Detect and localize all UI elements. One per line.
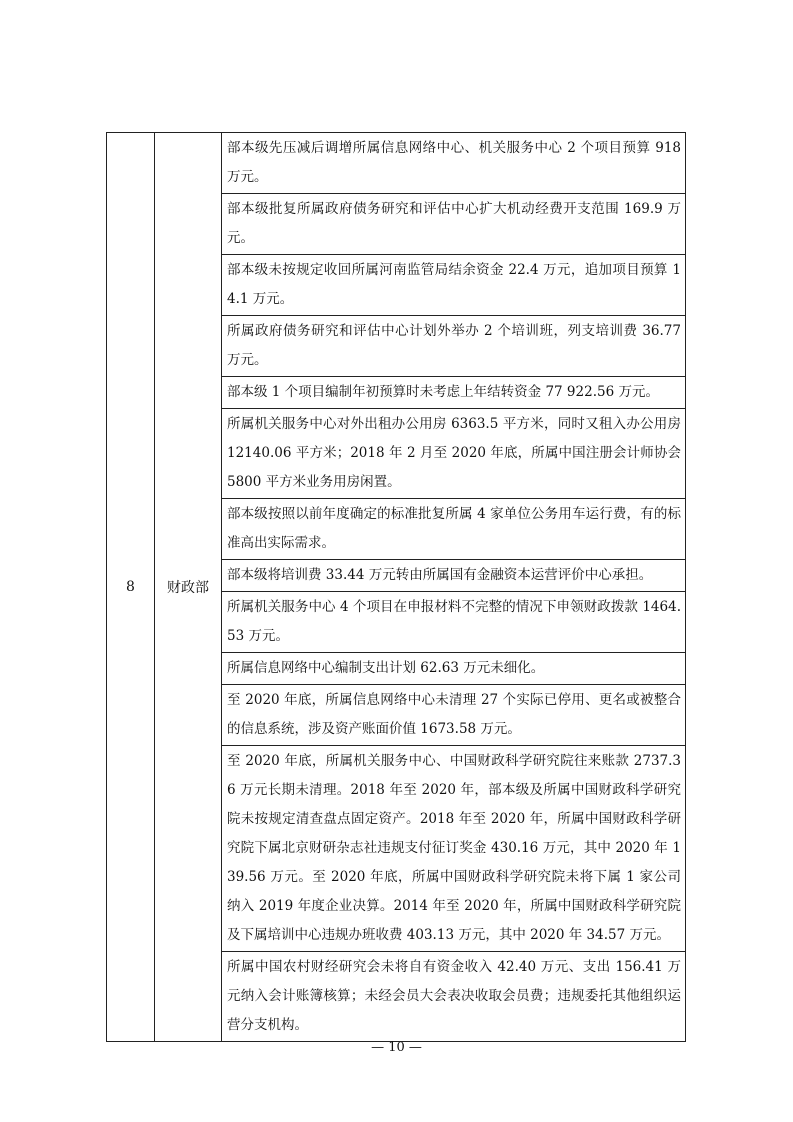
issue-cell: 部本级先压减后调增所属信息网络中心、机关服务中心 2 个项目预算 918 万元。 bbox=[222, 133, 686, 194]
issue-cell: 所属信息网络中心编制支出计划 62.63 万元未细化。 bbox=[222, 653, 686, 685]
issue-cell: 部本级批复所属政府债务研究和评估中心扩大机动经费开支范围 169.9 万元。 bbox=[222, 194, 686, 255]
issue-cell: 所属中国农村财经研究会未将自有资金收入 42.40 万元、支出 156.41 万元纳入会计账簿核算；未经会员大会表决收取会员费；违规委托其他组织运营分支机构。 bbox=[222, 952, 686, 1042]
issue-cell: 部本级未按规定收回所属河南监管局结余资金 22.4 万元，追加项目预算 14.1 万元。 bbox=[222, 255, 686, 316]
issue-cell: 所属政府债务研究和评估中心计划外举办 2 个培训班，列支培训费 36.77 万元。 bbox=[222, 316, 686, 377]
table-row bbox=[107, 133, 686, 194]
audit-findings-table bbox=[106, 132, 686, 1042]
issue-cell: 部本级将培训费 33.44 万元转由所属国有金融资本运营评价中心承担。 bbox=[222, 560, 686, 592]
issue-cell: 部本级按照以前年度确定的标准批复所属 4 家单位公务用车运行费，有的标准高出实际需求。 bbox=[222, 499, 686, 560]
page-number: — 10 — bbox=[371, 1040, 422, 1055]
issue-cell: 所属机关服务中心 4 个项目在申报材料不完整的情况下申领财政拨款 1464.53 万元。 bbox=[222, 592, 686, 653]
department-cell: 财政部 bbox=[155, 133, 222, 1042]
issue-cell: 所属机关服务中心对外出租办公用房 6363.5 平方米，同时又租入办公用房 12140.06 平方米；2018 年 2 月至 2020 年底，所属中国注册会计师协会 5800 平方米业务用房闲置。 bbox=[222, 409, 686, 499]
row-number-cell: 8 bbox=[107, 133, 155, 1042]
issue-cell: 部本级 1 个项目编制年初预算时未考虑上年结转资金 77 922.56 万元。 bbox=[222, 377, 686, 409]
issue-cell: 至 2020 年底，所属信息网络中心未清理 27 个实际已停用、更名或被整合的信息系统，涉及资产账面价值 1673.58 万元。 bbox=[222, 685, 686, 746]
issue-cell: 至 2020 年底，所属机关服务中心、中国财政科学研究院往来账款 2737.36 万元长期未清理。2018 年至 2020 年，部本级及所属中国财政科学研究院未按规定清查盘点固定资产。2018 年至 2020 年，所属中国财政科学研究院下属北京财研杂志社违规支付征订奖金 430.16 万元，其中 2020 年 139.56 万元。至 2020 年底，所属中国财政科学研究院未将下属 1 家公司纳入 2019 年度企业决算。2014 年至 2020 年，所属中国财政科学研究院及下属培训中心违规办班收费 403.13 万元，其中 2020 年 34.57 万元。 bbox=[222, 746, 686, 952]
